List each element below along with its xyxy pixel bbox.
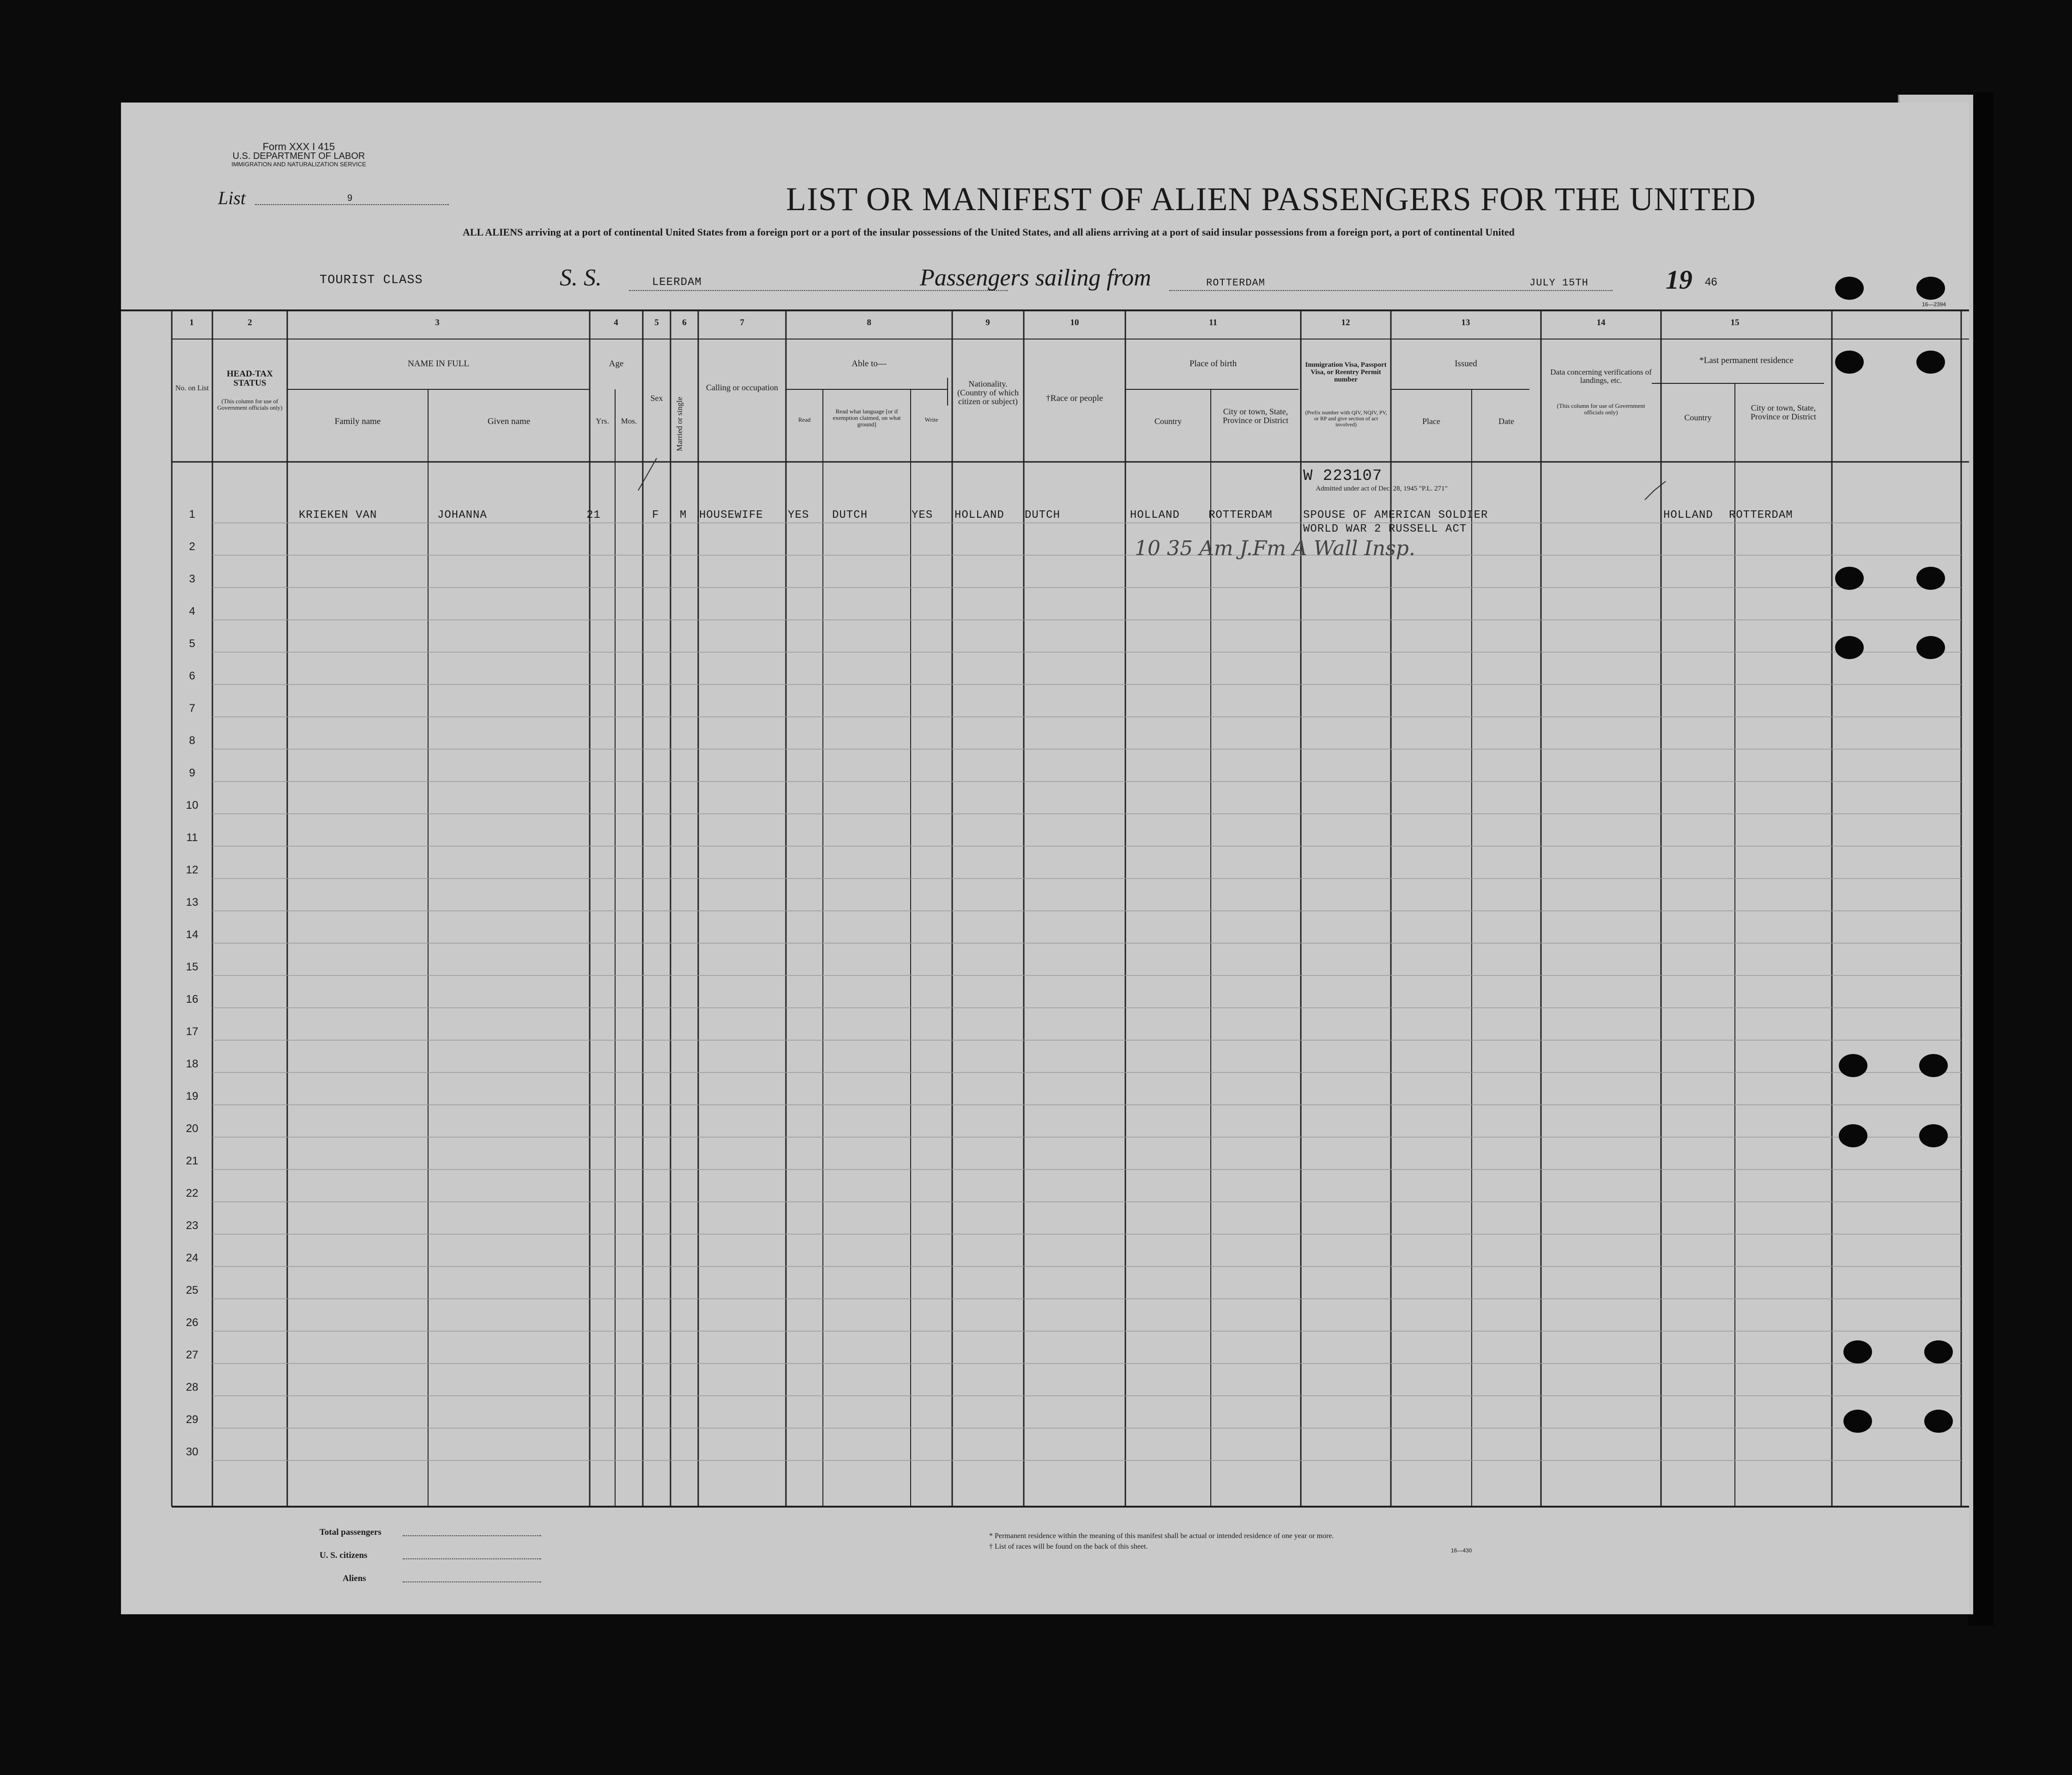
row-number: 2: [189, 540, 195, 553]
column-number: 3: [435, 318, 440, 327]
entry-given-name: JOHANNA: [437, 509, 487, 521]
column-number: 9: [985, 318, 990, 327]
entry-visa-stamp: Admitted under act of Dec. 28, 1945 "P.L. 271": [1316, 485, 1448, 492]
column-number: 15: [1730, 318, 1740, 327]
entry-read: YES: [788, 509, 809, 521]
header-mos: Mos.: [621, 417, 637, 425]
footer-note-races: † List of races will be found on the back of this sheet.: [989, 1543, 1148, 1551]
punch-hole: [1924, 1410, 1953, 1433]
header-calling: Calling or occupation: [706, 383, 778, 392]
row-number: 24: [186, 1252, 199, 1264]
class-label: TOURIST CLASS: [320, 273, 423, 287]
row-number: 3: [189, 573, 195, 585]
list-label: List: [218, 188, 246, 208]
header-birth-country: Country: [1154, 417, 1182, 426]
row-number: 19: [186, 1090, 199, 1103]
punch-hole: [1835, 351, 1864, 374]
header-name-in-full: NAME IN FULL: [408, 359, 469, 369]
row-number: 27: [186, 1349, 199, 1361]
header-write: Write: [924, 416, 938, 423]
column-number: 10: [1070, 318, 1079, 327]
header-yrs: Yrs.: [596, 417, 609, 425]
row-number: 23: [186, 1219, 199, 1232]
row-number: 16: [186, 993, 199, 1006]
footer-citizens-line: [403, 1558, 541, 1559]
manifest-sheet: [121, 103, 1969, 1614]
entry-remark-line2: WORLD WAR 2 RUSSELL ACT: [1303, 523, 1467, 535]
column-number: 7: [740, 318, 744, 327]
entry-write: YES: [912, 509, 933, 521]
header-place-of-birth: Place of birth: [1189, 359, 1237, 369]
row-number: 12: [186, 864, 199, 876]
header-head-tax: HEAD-TAX STATUS: [227, 369, 273, 388]
row-number: 29: [186, 1413, 199, 1426]
service: IMMIGRATION AND NATURALIZATION SERVICE: [231, 161, 366, 168]
row-number: 14: [186, 928, 199, 941]
header-verifications: Data concerning verifications of landings, etc.: [1550, 368, 1652, 385]
column-number: 1: [189, 318, 194, 327]
column-number: 5: [654, 318, 659, 327]
column-number: 6: [682, 318, 687, 327]
column-number: 2: [248, 318, 252, 327]
header-issued: Issued: [1455, 359, 1477, 369]
row-number: 13: [186, 896, 199, 909]
footer-total-line: [403, 1535, 541, 1536]
header-read: Read: [798, 416, 811, 423]
header-head-tax-note: (This column for use of Government officials only): [217, 398, 283, 411]
punch-hole: [1916, 351, 1945, 374]
punch-hole: [1924, 1340, 1953, 1363]
entry-sex: F: [652, 509, 659, 521]
header-visa: Immigration Visa, Passport Visa, or Reentry Permit number: [1305, 361, 1387, 383]
header-residence-country: Country: [1684, 413, 1712, 422]
entry-visa-number: W 223107: [1303, 467, 1383, 485]
row-number: 20: [186, 1122, 199, 1135]
column-number: 4: [614, 318, 618, 327]
header-sex: Sex: [650, 394, 663, 403]
sailing-date: JULY 15TH: [1529, 277, 1589, 289]
row-number: 9: [189, 767, 195, 779]
header-last-residence: *Last permanent residence: [1699, 356, 1794, 365]
form-code: 16—2394: [1922, 301, 1946, 308]
entry-language: DUTCH: [832, 509, 868, 521]
entry-residence-city: ROTTERDAM: [1729, 509, 1793, 521]
row-number: 18: [186, 1058, 199, 1070]
header-read-language: Read what language [or if exemption claimed, on what ground]: [833, 408, 901, 428]
header-married: Married or single: [675, 396, 684, 451]
entry-birth-city: ROTTERDAM: [1208, 509, 1273, 521]
row-number: 15: [186, 961, 199, 973]
footer-total-label: Total passengers: [320, 1527, 381, 1537]
column-number: 8: [867, 318, 871, 327]
entry-birth-country: HOLLAND: [1130, 509, 1180, 521]
punch-hole: [1839, 1054, 1867, 1077]
header-no-on-list: No. on List: [175, 384, 209, 392]
footer-code: 16—430: [1451, 1547, 1472, 1554]
sailing-label: Passengers sailing from: [920, 265, 1151, 291]
footer-note-residence: * Permanent residence within the meaning of this manifest shall be actual or intended residence of one year or more.: [989, 1532, 1334, 1540]
list-number: 9: [347, 193, 353, 203]
entry-family-name: KRIEKEN VAN: [299, 509, 377, 521]
punch-hole: [1839, 1124, 1867, 1147]
punch-hole: [1835, 636, 1864, 659]
header-issued-place: Place: [1422, 417, 1440, 426]
handwritten-inspection-note: 10 35 Am J.Fm A Wall Insp.: [1135, 537, 1415, 560]
header-given-name: Given name: [487, 417, 531, 426]
page-title: LIST OR MANIFEST OF ALIEN PASSENGERS FOR THE UNITED: [786, 181, 1756, 218]
entry-residence-country: HOLLAND: [1663, 509, 1713, 521]
entry-age-years: 21: [586, 509, 601, 521]
form-number: Form XXX I 415: [262, 141, 335, 152]
header-residence-city: City or town, State, Province or District: [1751, 403, 1816, 421]
punch-hole: [1843, 1410, 1872, 1433]
column-number: 12: [1341, 318, 1350, 327]
header-issued-date: Date: [1498, 417, 1514, 426]
ss-label: S. S.: [560, 265, 602, 291]
sailing-field-line: [1169, 290, 1613, 291]
row-number: 25: [186, 1284, 199, 1296]
row-number: 1: [189, 508, 195, 521]
sailing-port: ROTTERDAM: [1206, 277, 1265, 289]
row-number: 5: [189, 637, 195, 650]
entry-nationality: HOLLAND: [954, 509, 1004, 521]
punch-hole: [1843, 1340, 1872, 1363]
footer-aliens-line: [403, 1581, 541, 1582]
header-race: †Race or people: [1046, 394, 1103, 403]
column-number: 13: [1461, 318, 1470, 327]
punch-hole: [1916, 277, 1945, 300]
department: U.S. DEPARTMENT OF LABOR: [232, 151, 365, 161]
row-number: 7: [189, 702, 195, 715]
header-verifications-note: (This column for use of Government officials only): [1557, 402, 1645, 416]
footer-citizens-label: U. S. citizens: [320, 1551, 368, 1560]
punch-hole: [1919, 1054, 1948, 1077]
punch-hole: [1919, 1124, 1948, 1147]
punch-hole: [1916, 567, 1945, 590]
entry-occupation: HOUSEWIFE: [699, 509, 763, 521]
subtitle: ALL ALIENS arriving at a port of continental United States from a foreign port or a port of the insular possessions of the United States, and all aliens arriving at a port of said insular possessions from a foreign port, a port of continental United: [463, 226, 1515, 238]
row-number: 17: [186, 1025, 199, 1038]
row-number: 26: [186, 1316, 199, 1329]
header-birth-city: City or town, State, Province or District: [1223, 407, 1288, 425]
header-visa-note: (Prefix number with QIV, NQIV, PV, or RP and give section of act involved): [1305, 409, 1387, 428]
footer-aliens-label: Aliens: [343, 1574, 366, 1583]
table-grid: [121, 103, 1969, 1614]
row-number: 30: [186, 1446, 199, 1458]
header-able-to: Able to—: [852, 359, 887, 369]
row-number: 11: [186, 831, 198, 844]
punch-hole: [1835, 277, 1864, 300]
header-family-name: Family name: [334, 417, 381, 426]
header-nationality: Nationality. (Country of which citizen or subject): [957, 379, 1019, 406]
row-number: 10: [186, 799, 199, 812]
column-number: 14: [1596, 318, 1606, 327]
entry-remark-line1: SPOUSE OF AMERICAN SOLDIER: [1303, 509, 1488, 521]
punch-hole: [1916, 636, 1945, 659]
row-number: 21: [186, 1155, 199, 1167]
entry-race: DUTCH: [1025, 509, 1061, 521]
entry-marital-status: M: [680, 509, 687, 521]
row-number: 6: [189, 670, 195, 682]
year-prefix: 19: [1666, 265, 1692, 295]
punch-hole: [1835, 567, 1864, 590]
row-number: 4: [189, 605, 195, 618]
header-age: Age: [609, 359, 624, 369]
row-number: 22: [186, 1187, 199, 1199]
ship-name: LEERDAM: [652, 276, 702, 289]
list-field-line: [255, 204, 449, 205]
row-number: 8: [189, 734, 195, 747]
year-suffix: 46: [1705, 276, 1717, 288]
column-number: 11: [1209, 318, 1217, 327]
row-number: 28: [186, 1381, 199, 1393]
